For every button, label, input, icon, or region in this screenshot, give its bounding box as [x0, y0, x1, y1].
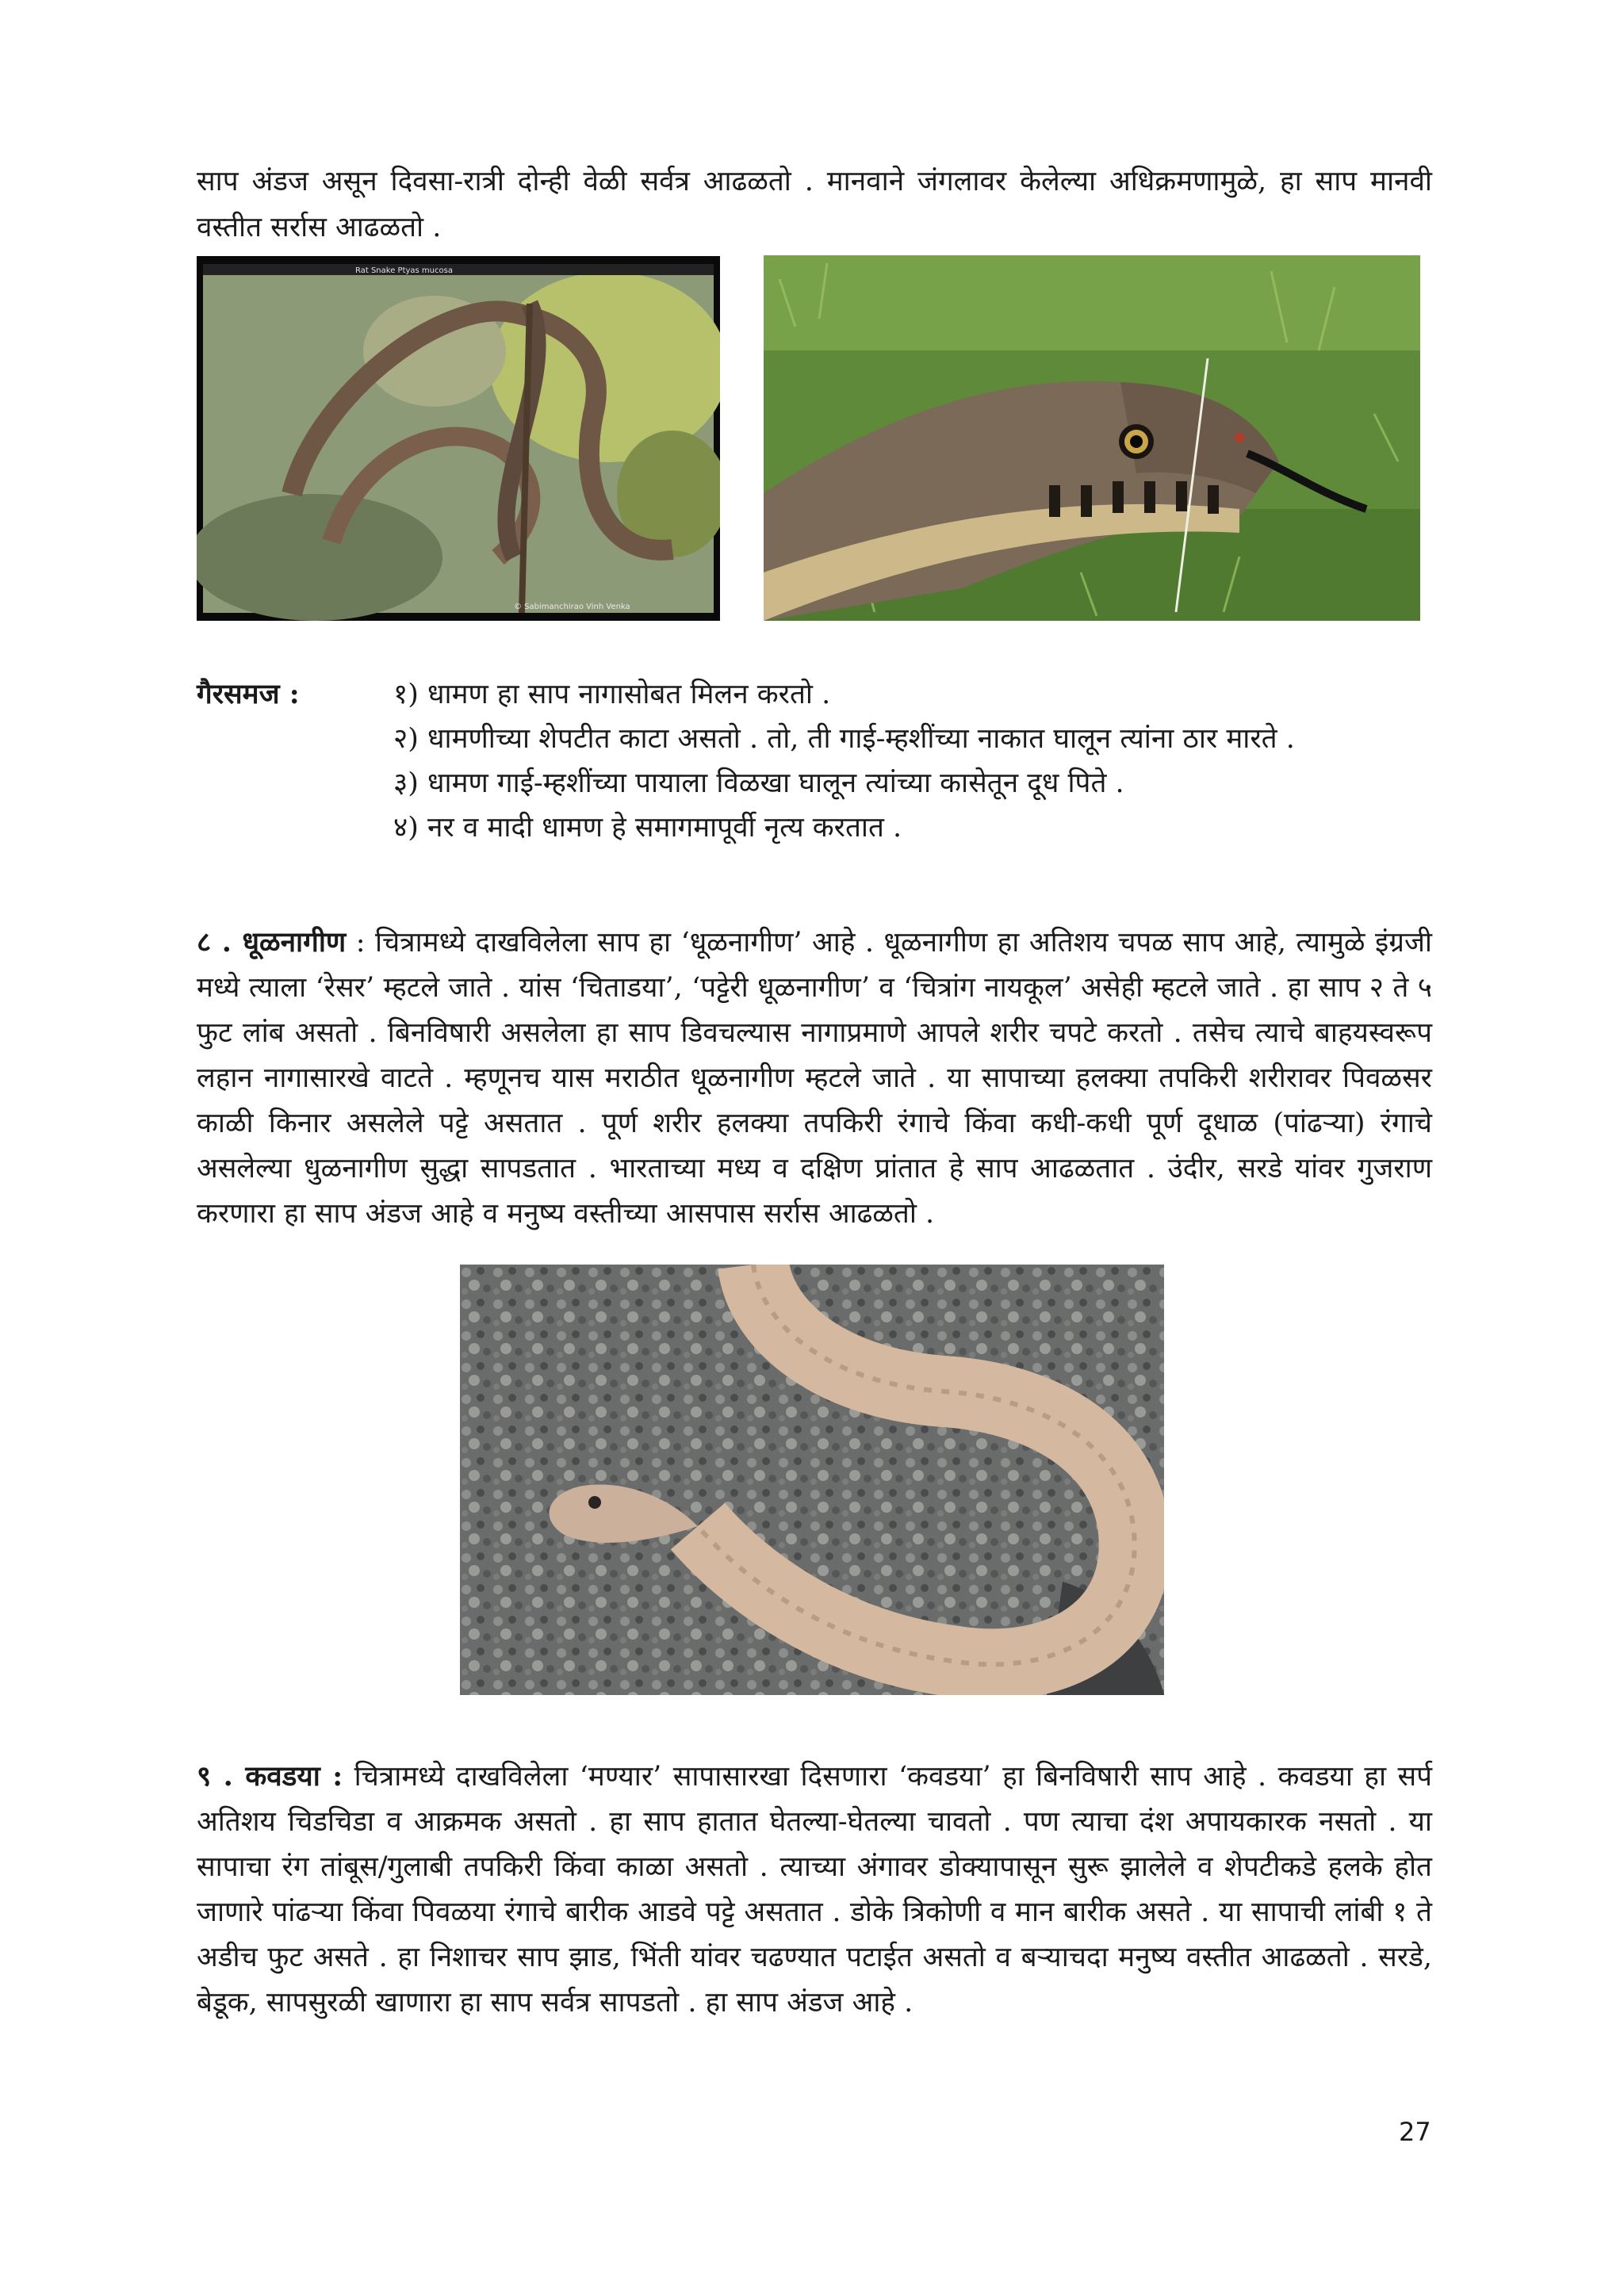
racer-snake-photo	[460, 1265, 1164, 1695]
section-9-text: चित्रामध्ये दाखविलेला ‘मण्यार’ सापासारखा दिसणारा ‘कवडया’ हा बिनविषारी साप आहे . कवडया हा सर्प अतिशय चिडचिडा व आक्रमक असतो . हा साप हातात घेतल्या-घेतल्या चावतो . पण त्याचा दंश अपायकारक नसतो . या सापाचा रंग तांबूस/गुलाबी तपकिरी किंवा काळा असतो . त्याच्या अंगावर डोक्यापासून सुरू झालेले व शेपटीकडे हलके होत जाणारे पांढऱ्या किंवा पिवळया रंगाचे बारीक आडवे पट्टे असतात . डोके त्रिकोणी व मान बारीक असते . या सापाची लांबी १ ते अडीच फुट असते . हा निशाचर साप झाड, भिंती यांवर चढण्यात पटाईत असतो व बऱ्याचदा मनुष्य वस्तीत आढळतो . सरडे, बेडूक, सापसुरळी खाणारा हा साप सर्वत्र सापडतो . हा साप अंडज आहे .	[197, 1761, 1432, 2019]
misconceptions-label: गैरसमज :	[197, 678, 300, 710]
rat-snake-branch-photo	[197, 256, 720, 621]
intro-paragraph: साप अंडज असून दिवसा-रात्री दोन्ही वेळी सर्वत्र आढळतो . मानवाने जंगलावर केलेल्या अधिक्रमणामुळे, हा साप मानवी वस्तीत सर्रास आढळतो .	[197, 166, 1432, 243]
list-item: २) धामणीच्या शेपटीत काटा असतो . तो, ती गाई-म्हशींच्या नाकात घालून त्यांना ठार मारते .	[393, 723, 1295, 755]
section-9-paragraph	[197, 1754, 1432, 2026]
list-item: १) धामण हा साप नागासोबत मिलन करतो .	[393, 679, 831, 710]
photo-caption-bottom: © Sabimanchirao Vinh Venka	[514, 603, 630, 611]
section-8-text: : चित्रामध्ये दाखविलेला साप हा ‘धूळनागीण’ आहे . धूळनागीण हा अतिशय चपळ साप आहे, त्यामुळे इंग्रजी मध्ये त्याला ‘रेसर’ म्हटले जाते . यांस ‘चिताडया’, ‘पट्टेरी धूळनागीण’ व ‘चित्रांग नायकूल’ असेही म्हटले जाते . हा साप २ ते ५ फुट लांब असतो . बिनविषारी असलेला हा साप डिवचल्यास नागाप्रमाणे आपले शरीर चपटे करतो . तसेच त्याचे बाहयस्वरूप लहान नागासारखे वाटते . म्हणूनच यास मराठीत धूळनागीण म्हटले जाते . या सापाच्या हलक्या तपकिरी शरीरावर पिवळसर काळी किनार असलेले पट्टे असतात . पूर्ण शरीर हलक्या तपकिरी रंगाचे किंवा कधी-कधी पूर्ण दूधाळ (पांढऱ्या) रंगाचे असलेल्या धुळनागीण सुद्धा सापडतात . भारताच्या मध्य व दक्षिण प्रांतात हे साप आढळतात . उंदीर, सरडे यांवर गुजराण करणारा हा साप अंडज आहे व मनुष्य वस्तीच्या आसपास सर्रास आढळतो .	[197, 927, 1432, 1230]
section-8-paragraph	[197, 920, 1432, 1237]
photo-caption-top: Rat Snake Ptyas mucosa	[355, 266, 453, 275]
section-8-heading: ८ . धूळनागीण	[197, 926, 347, 959]
rat-snake-head-photo	[764, 255, 1420, 621]
list-item: ४) नर व मादी धामण हे समागमापूर्वी नृत्य करतात .	[393, 812, 902, 844]
misconceptions-list	[393, 672, 1295, 850]
list-item: ३) धामण गाई-म्हशींच्या पायाला विळखा घालून त्यांच्या कासेतून दूध पिते .	[393, 767, 1124, 799]
page-number: 27	[1399, 2117, 1431, 2147]
section-9-heading: ९ . कवडया :	[197, 1760, 343, 1793]
